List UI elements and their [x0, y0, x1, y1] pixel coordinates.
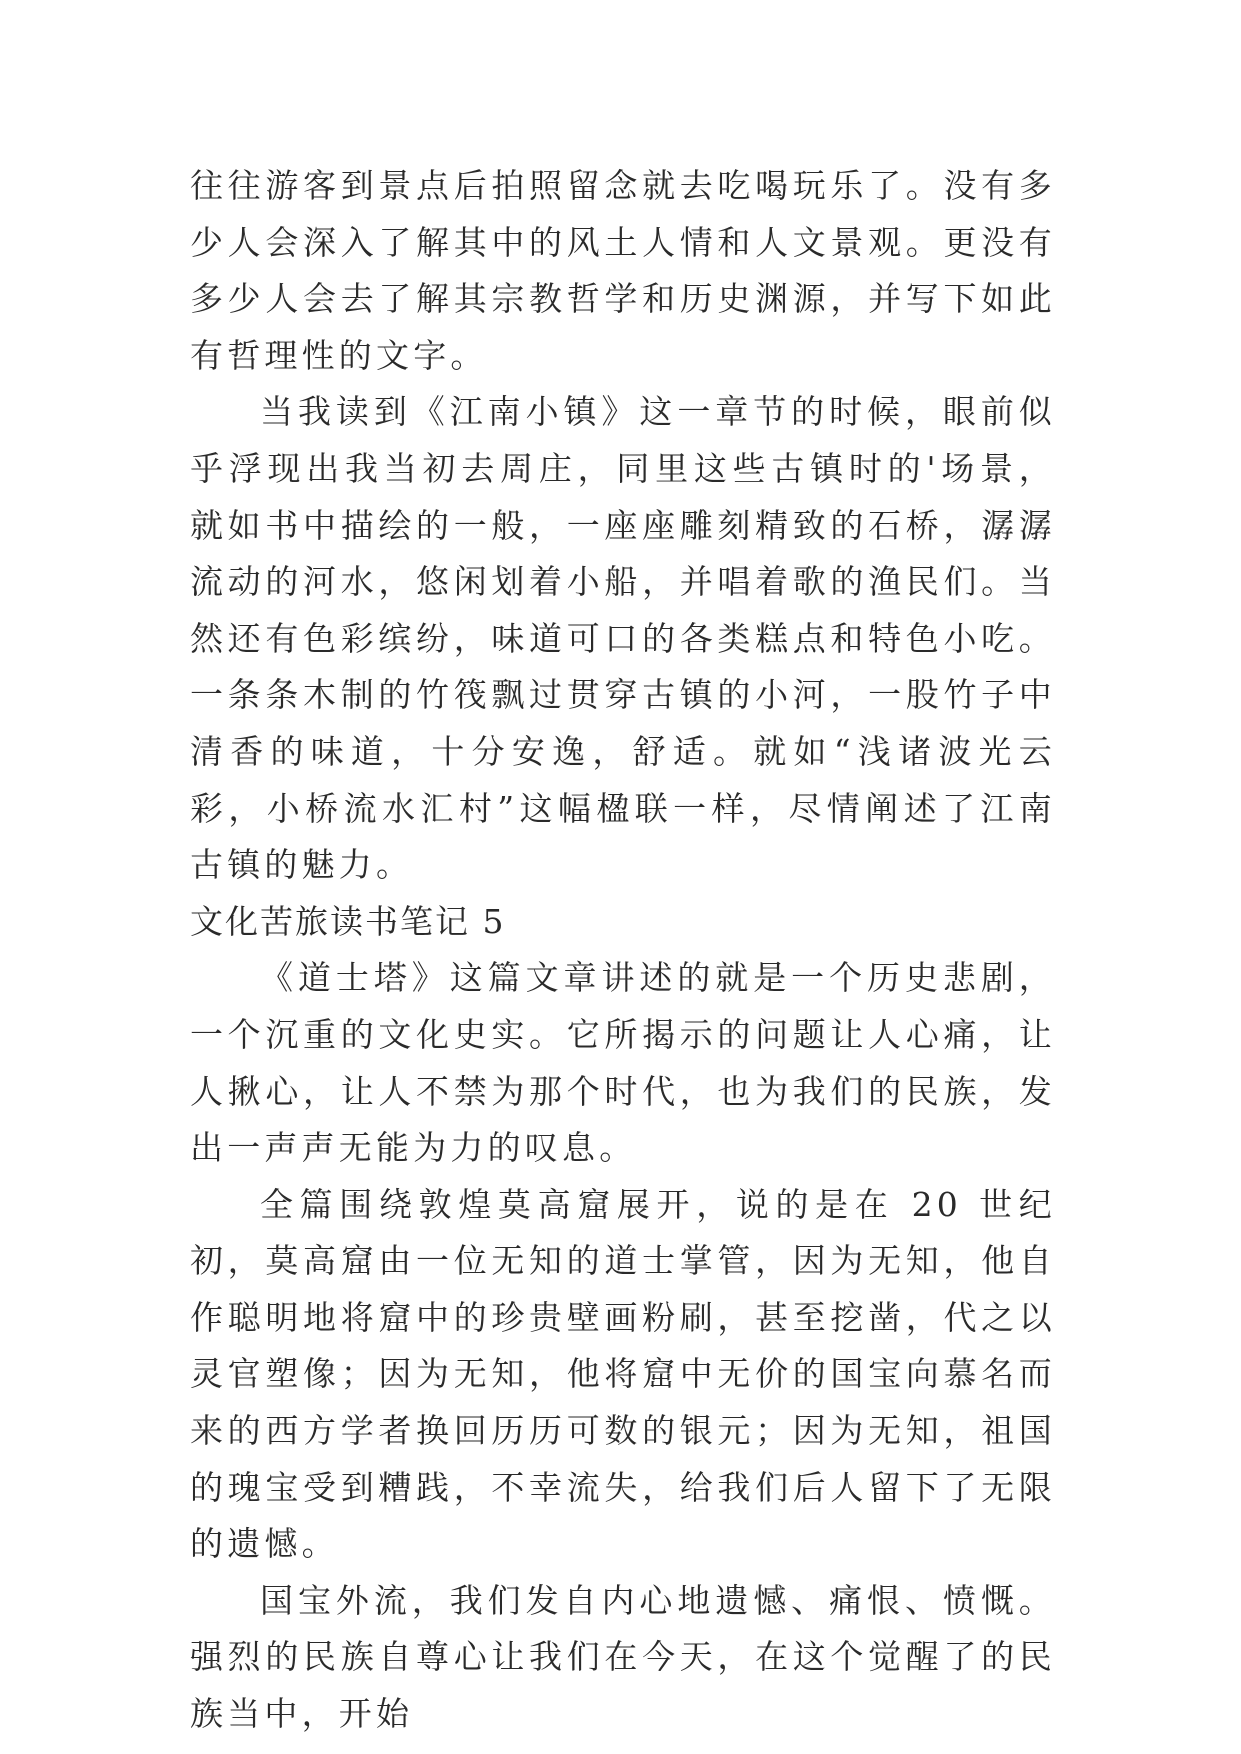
paragraph-jiangnan-town: 当我读到《江南小镇》这一章节的时候，眼前似乎浮现出我当初去周庄，同里这些古镇时的'场景，就如书中描绘的一般，一座座雕刻精致的石桥，潺潺流动的河水，悠闲划着小船，并唱着歌的渔民们。当然还有色彩缤纷，味道可口的各类糕点和特色小吃。一条条木制的竹筏飘过贯穿古镇的小河，一股竹子中清香的味道，十分安逸，舒适。就如“浅诸波光云彩，小桥流水汇村”这幅楹联一样，尽情阐述了江南古镇的魅力。 [190, 392, 1056, 885]
section-heading: 文化苦旅读书笔记 5 [190, 901, 506, 941]
document-body [190, 158, 1056, 1743]
paragraph-mogao-caves: 全篇围绕敦煌莫高窟展开，说的是在 20 世纪初，莫高窟由一位无知的道士掌管，因为无知，他自作聪明地将窟中的珍贵壁画粉刷，甚至挖凿，代之以灵官塑像；因为无知，他将窟中无价的国宝向慕名而来的西方学者换回历历可数的银元；因为无知，祖国的瑰宝受到糟践，不幸流失，给我们后人留下了无限的遗憾。 [190, 1184, 1056, 1564]
paragraph-travel-reflection: 往往游客到景点后拍照留念就去吃喝玩乐了。没有多少人会深入了解其中的风土人情和人文景观。更没有多少人会去了解其宗教哲学和历史渊源，并写下如此有哲理性的文字。 [190, 166, 1056, 375]
paragraph-national-treasure: 国宝外流，我们发自内心地遗憾、痛恨、愤慨。强烈的民族自尊心让我们在今天，在这个觉醒了的民族当中，开始 [190, 1580, 1056, 1734]
paragraph-taoist-tower: 《道士塔》这篇文章讲述的就是一个历史悲剧，一个沉重的文化史实。它所揭示的问题让人心痛，让人揪心，让人不禁为那个时代，也为我们的民族，发出一声声无能为力的叹息。 [190, 958, 1056, 1168]
